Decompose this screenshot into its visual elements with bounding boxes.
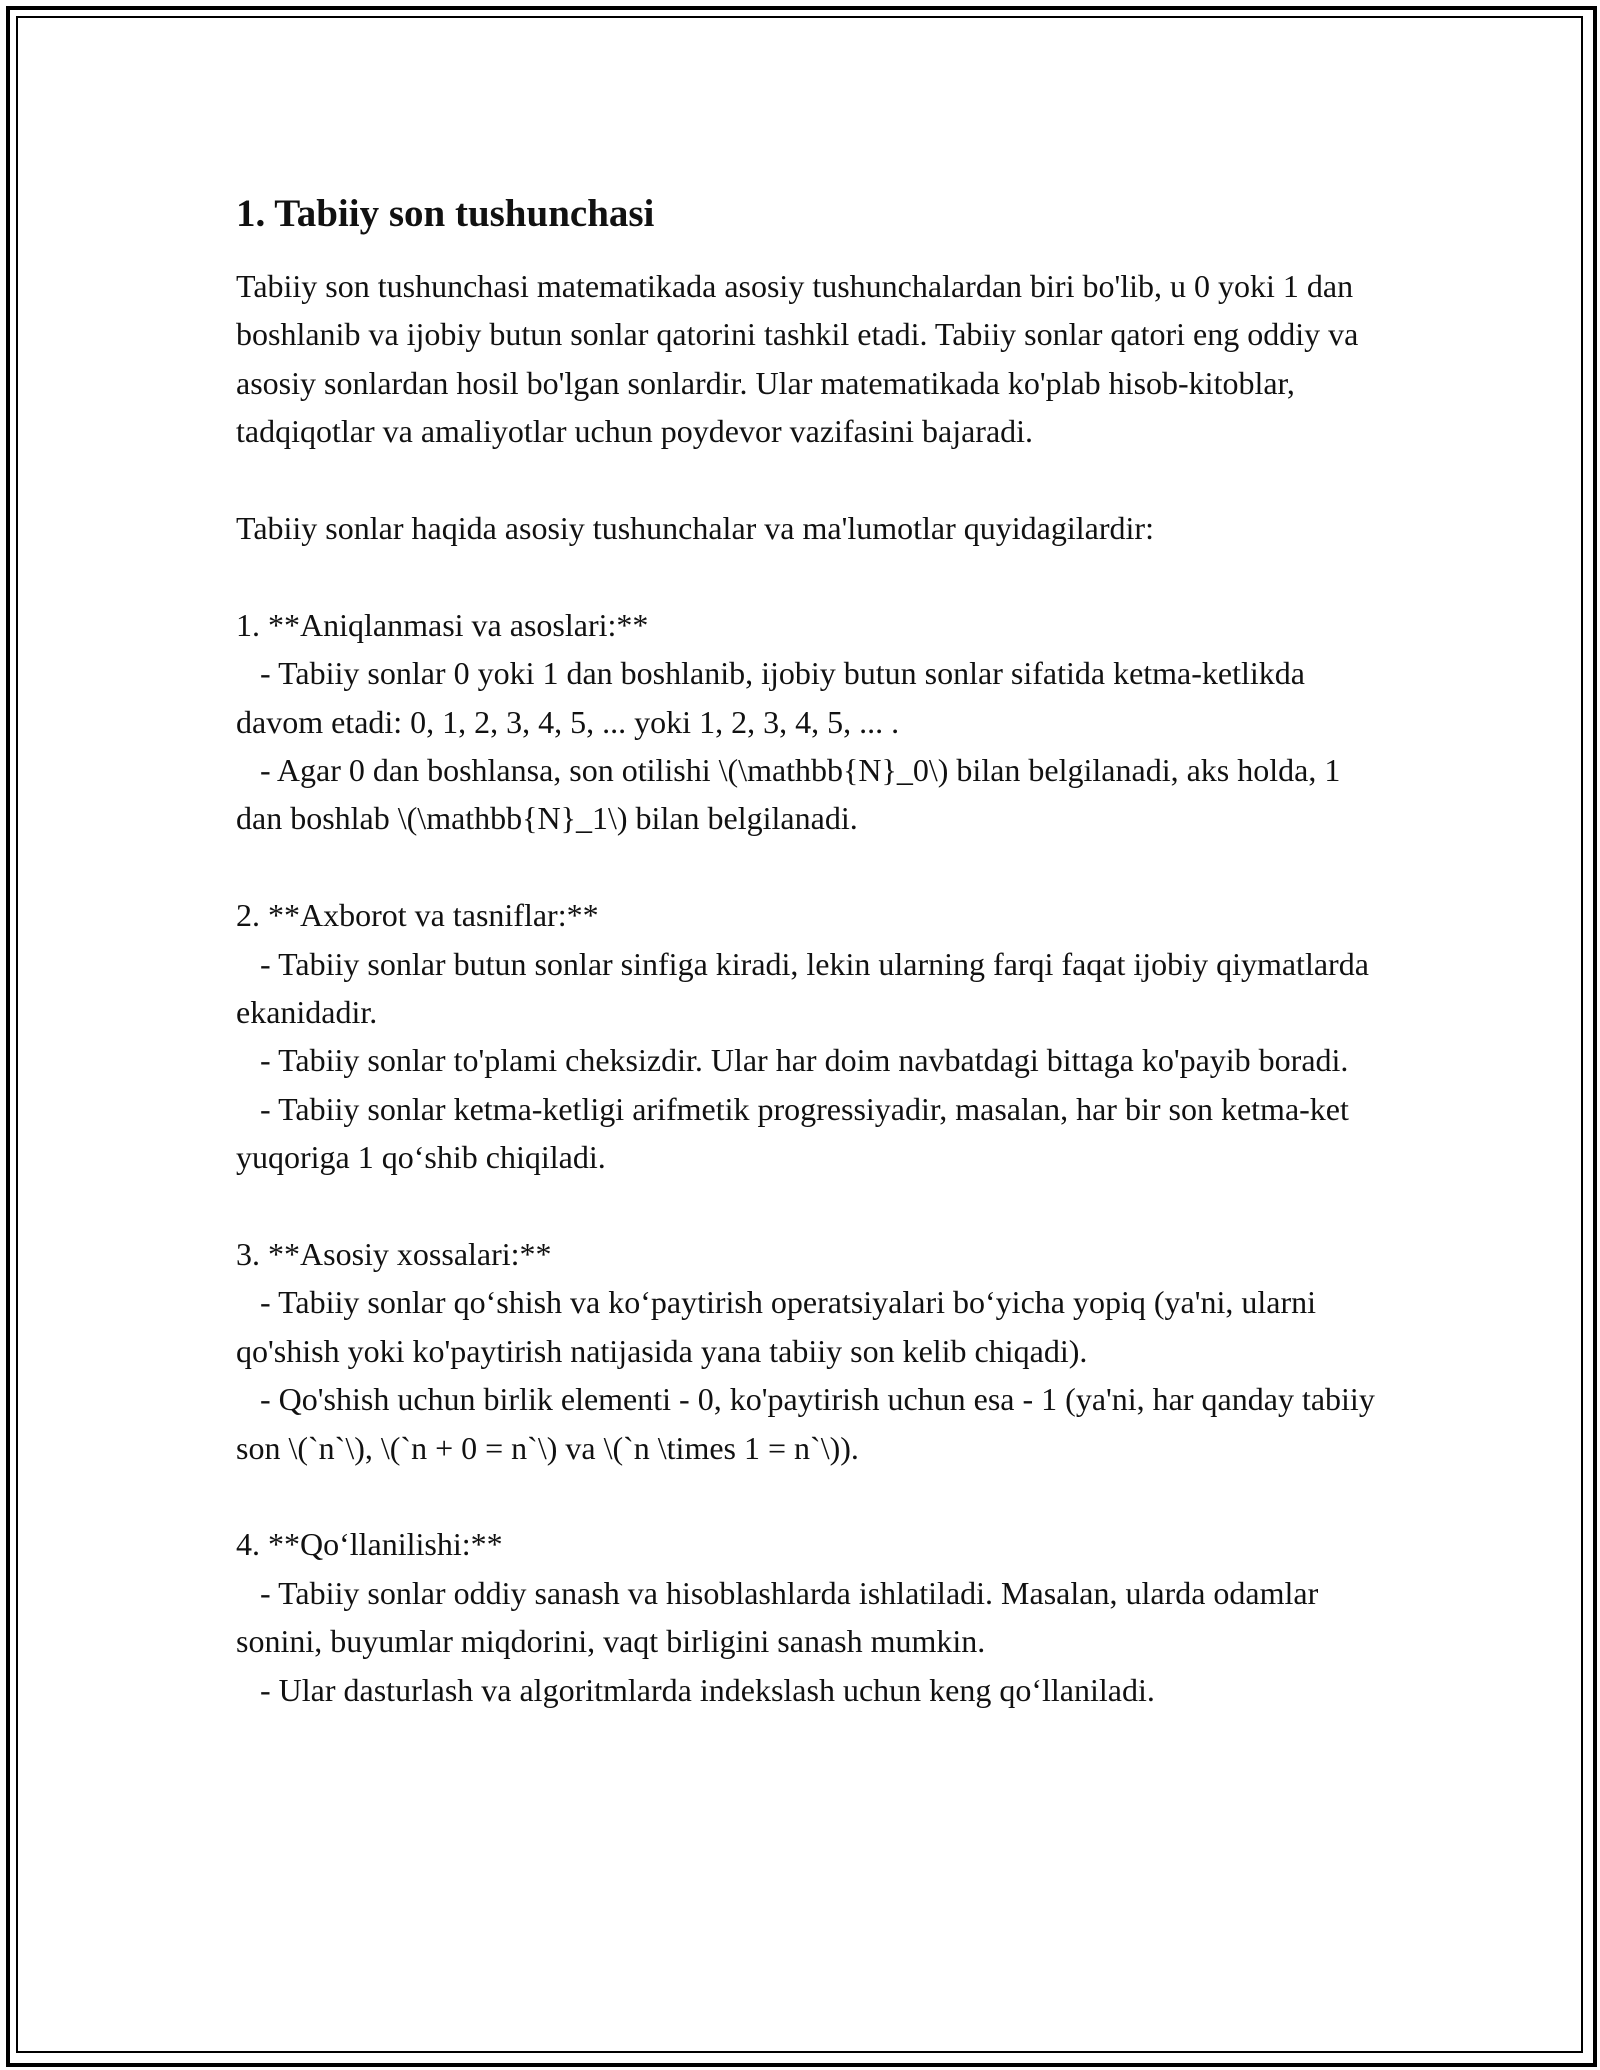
list-item: - Ular dasturlash va algoritmlarda indekslash uchun keng qo‘llaniladi. xyxy=(236,1671,1155,1708)
list-item: - Tabiiy sonlar ketma-ketligi arifmetik progressiyadir, masalan, har bir son ketma-ket yuqoriga 1 qo‘shib chiqiladi. xyxy=(236,1090,1357,1176)
list-item: - Tabiiy sonlar butun sonlar sinfiga kiradi, lekin ularning farqi faqat ijobiy qiymatlarda ekanidadir. xyxy=(236,945,1377,1031)
list-item: - Tabiiy sonlar oddiy sanash va hisoblashlarda ishlatiladi. Masalan, ularda odamlar sonini, buyumlar miqdorini, vaqt birligini sanash mumkin. xyxy=(236,1574,1327,1660)
section-classification xyxy=(236,891,1386,1181)
list-item: - Agar 0 dan boshlansa, son otilishi \(\mathbb{N}_0\) bilan belgilanadi, aks holda, 1 dan boshlab \(\mathbb{N}_1\) bilan belgilanadi. xyxy=(236,752,1349,837)
list-item: - Qo'shish uchun birlik elementi - 0, ko'paytirish uchun esa - 1 (ya'ni, har qanday tabiiy son \(`n`\), \(`n + 0 = n`\) va \(`n \times 1 = n`\)). xyxy=(236,1381,1383,1466)
section-heading: 3. **Asosiy xossalari:** xyxy=(236,1236,552,1273)
section-heading: 1. **Aniqlanmasi va asoslari:** xyxy=(236,606,649,643)
list-item: - Tabiiy sonlar to'plami cheksizdir. Ular har doim navbatdagi bittaga ko'payib boradi. xyxy=(236,1042,1349,1079)
section-heading: 4. **Qo‘llanilishi:** xyxy=(236,1526,503,1563)
section-definition xyxy=(236,601,1386,843)
intro-paragraph: Tabiiy son tushunchasi matematikada asosiy tushunchalardan biri bo'lib, u 0 yoki 1 dan boshlanib va ijobiy butun sonlar qatorini tashkil etadi. Tabiiy sonlar qatori eng oddiy va asosiy sonlardan hosil bo'lgan sonlardir. Ular matematikada ko'plab hisob-kitoblar, tadqiqotlar va amaliyotlar uchun poydevor vazifasini bajaradi. xyxy=(236,268,1359,450)
section-heading: 2. **Axborot va tasniflar:** xyxy=(236,897,599,934)
lead-paragraph: Tabiiy sonlar haqida asosiy tushunchalar va ma'lumotlar quyidagilardir: xyxy=(236,510,1154,547)
section-applications xyxy=(236,1520,1386,1714)
list-item: - Tabiiy sonlar qo‘shish va ko‘paytirish operatsiyalari bo‘yicha yopiq (ya'ni, ularni qo'shish yoki ko'paytirish natijasida yana tabiiy son kelib chiqadi). xyxy=(236,1284,1325,1369)
page-title: 1. Tabiiy son tushunchasi xyxy=(236,192,655,235)
list-item: - Tabiiy sonlar 0 yoki 1 dan boshlanib, ijobiy butun sonlar sifatida ketma-ketlikda davom etadi: 0, 1, 2, 3, 4, 5, ... yoki 1, 2, 3, 4, 5, ... . xyxy=(236,655,1313,740)
section-properties xyxy=(236,1230,1386,1472)
document-body xyxy=(236,190,1386,1714)
